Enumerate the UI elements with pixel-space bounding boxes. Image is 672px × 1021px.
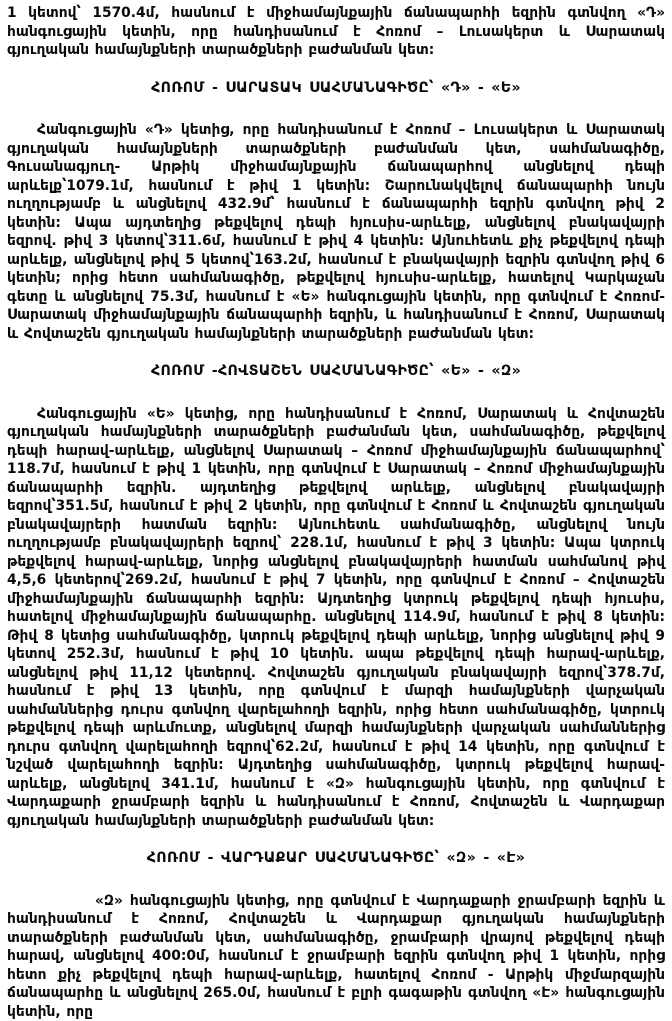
- section-heading-horom-hovtashen: ՀՈՌՈՄ -ՀՈՎՏԱՇԵՆ ՍԱՀՄԱՆԱԳԻԾԸ՝ «Ե» - «Զ»: [7, 362, 665, 381]
- section-heading-horom-saratak: ՀՈՌՈՄ - ՍԱՐԱՏԱԿ ՍԱՀՄԱՆԱԳԻԾԸ՝ «Դ» - «Ե»: [7, 79, 665, 98]
- section-body-horom-saratak: Հանգուցային «Դ» կետից, որը հանդիսանում է Հոռոմ – Լուսակերտ և Սարատակ գյուղական համայնքների տարածքների բաժանման կետ, սահմանագիծը, Գուսանագյուղ- Արթիկ միջհամայնքային ճանապարհով անցնելով դեպի արևելք՝1079.1մ, հասնում է թիվ 1 կետին: Շարունակվելով ճանապարհի նույն ուղղությամբ և անցնելով 432.9մ՝ հասնում է ճանապարհի եզրին գտնվող թիվ 2 կետին: Ապա այդտեղից թեքվելով դեպի հյուսիս-արևելք, անցնելով բնակավայրի եզրով. թիվ 3 կետով՝311.6մ, հասնում է թիվ 4 կետին: Այնուհետև քիչ թեքվելով դեպի արևելք, անցնելով թիվ 5 կետով՝163.2մ, հասնում է բնակավայրի եզրին գտնվող թիվ 6 կետին; որից հետո սահմանագիծը, թեքվելով հյուսիս-արևելք, հատելով Կարկաչան գետը և անցնելով 75.3մ, հասնում է «Ե» հանգուցային կետին, որը գտնվում է Հոռոմ-Սարատակ միջհամայնքային ճանապարհի եզրին, և հանդիսանում է Հոռոմ, Սարատակ և Հովտաշեն գյուղական համայնքների տարածքների բաժանման կետ:: [7, 121, 665, 343]
- section-body-horom-hovtashen: Հանգուցային «Ե» կետից, որը հանդիսանում է Հոռոմ, Սարատակ և Հովտաշեն գյուղական համայնքների տարածքների բաժանման կետ, սահմանագիծը, թեքվելով դեպի հարավ-արևելք, անցնելով Սարատակ – Հոռոմ միջհամայնքային ճանապարհով՝ 118.7մ, հասնում է թիվ 1 կետին, որը գտնվում է Սարատակ – Հոռոմ միջհամայնքային ճանապարհի եզրին. այդտեղից թեքվելով արևելք, անցնելով բնակավայրի եզրով՝351.5մ, հասնում է թիվ 2 կետին, որը գտնվում է Հոռոմ և Հովտաշեն գյուղական բնակավայրերի հատման եզրին: Այնուհետև սահմանագիծը, անցնելով նույն ուղղությամբ բնակավայրերի եզրով՝ 228.1մ, հասնում է թիվ 3 կետին: Ապա կտրուկ թեքվելով հարավ-արևելք, նորից անցնելով բնակավայրերի հատման սահմանով թիվ 4,5,6 կետերով՝269.2մ, հասնում է թիվ 7 կետին, որը գտնվում է Հոռոմ – Հովտաշեն միջհամայնքային ճանապարհի եզրին: Այդտեղից կտրուկ թեքվելով դեպի հյուսիս, հատելով միջհամայնքային ճանապարհը. անցնելով 114.9մ, հասնում է թիվ 8 կետին: Թիվ 8 կետից սահմանագիծը, կտրուկ թեքվելով դեպի արևելք, նորից անցնելով թիվ 9 կետով 252.3մ, հասնում է թիվ 10 կետին. ապա թեքվելով դեպի հարավ-արևելք, անցնելով թիվ 11,12 կետերով. Հովտաշեն գյուղական բնակավայրի եզրով՝378.7մ, հասնում է թիվ 13 կետին, որը գտնվում է մարզի համայնքների վարչական սահմաններից դուրս գտնվող վարելահողի եզրին, որից հետո սահմանագիծը, կտրուկ թեքվելով դեպի արևմուտք, անցնելով մարզի համայնքների վարչական սահմաններից դուրս գտնվող վարելահողի եզրով՝62.2մ, հասնում է թիվ 14 կետին, որը գտնվում է նշված վարելահողի եզրին: Այդտեղից սահմանագիծը, կտրուկ թեքվելով հարավ-արևելք, անցնելով 341.1մ, հասնում է «Զ» հանգուցային կետին, որը գտնվում է Վարդաքարի ջրամբարի եզրին և հանդիսանում է Հոռոմ, Հովտաշեն և Վարդաքար գյուղական համայնքների տարածքների բաժանման կետ:: [7, 405, 665, 831]
- section-body-horom-vardakar: «Զ» հանգուցային կետից, որը գտնվում է Վարդաքարի ջրամբարի եզրին և հանդիսանում է Հոռոմ, Հովտաշեն և Վարդաքար գյուղական համայնքների տարածքների բաժանման կետ, սահմանագիծը, ջրամբարի վրայով թեքվելով դեպի հարավ, անցնելով 400:0մ, հասնում է ջրամբարի եզրին գտնվող թիվ 1 կետին, որից հետո քիչ թեքվելով դեպի հարավ-արևելք, հատելով Հոռոմ - Արթիկ միջմարզային ճանապարհը և անցնելով 265.0մ, հասնում է բլրի գագաթին գտնվող «Է» հանգուցային կետին, որը: [7, 892, 665, 1021]
- section-heading-horom-vardakar: ՀՈՌՈՄ - ՎԱՐԴԱՔԱՐ ՍԱՀՄԱՆԱԳԻԾԸ՝ «Զ» - «Է»: [7, 849, 665, 868]
- intro-paragraph: 1 կետով՝ 1570.4մ, հասնում է միջհամայնքային ճանապարհի եզրին գտնվող «Դ» հանգուցային կետին, որը հանդիսանում է Հոռոմ – Լուսակերտ և Սարատակ գյուղական համայնքների տարածքների բաժանման կետ:: [7, 4, 665, 60]
